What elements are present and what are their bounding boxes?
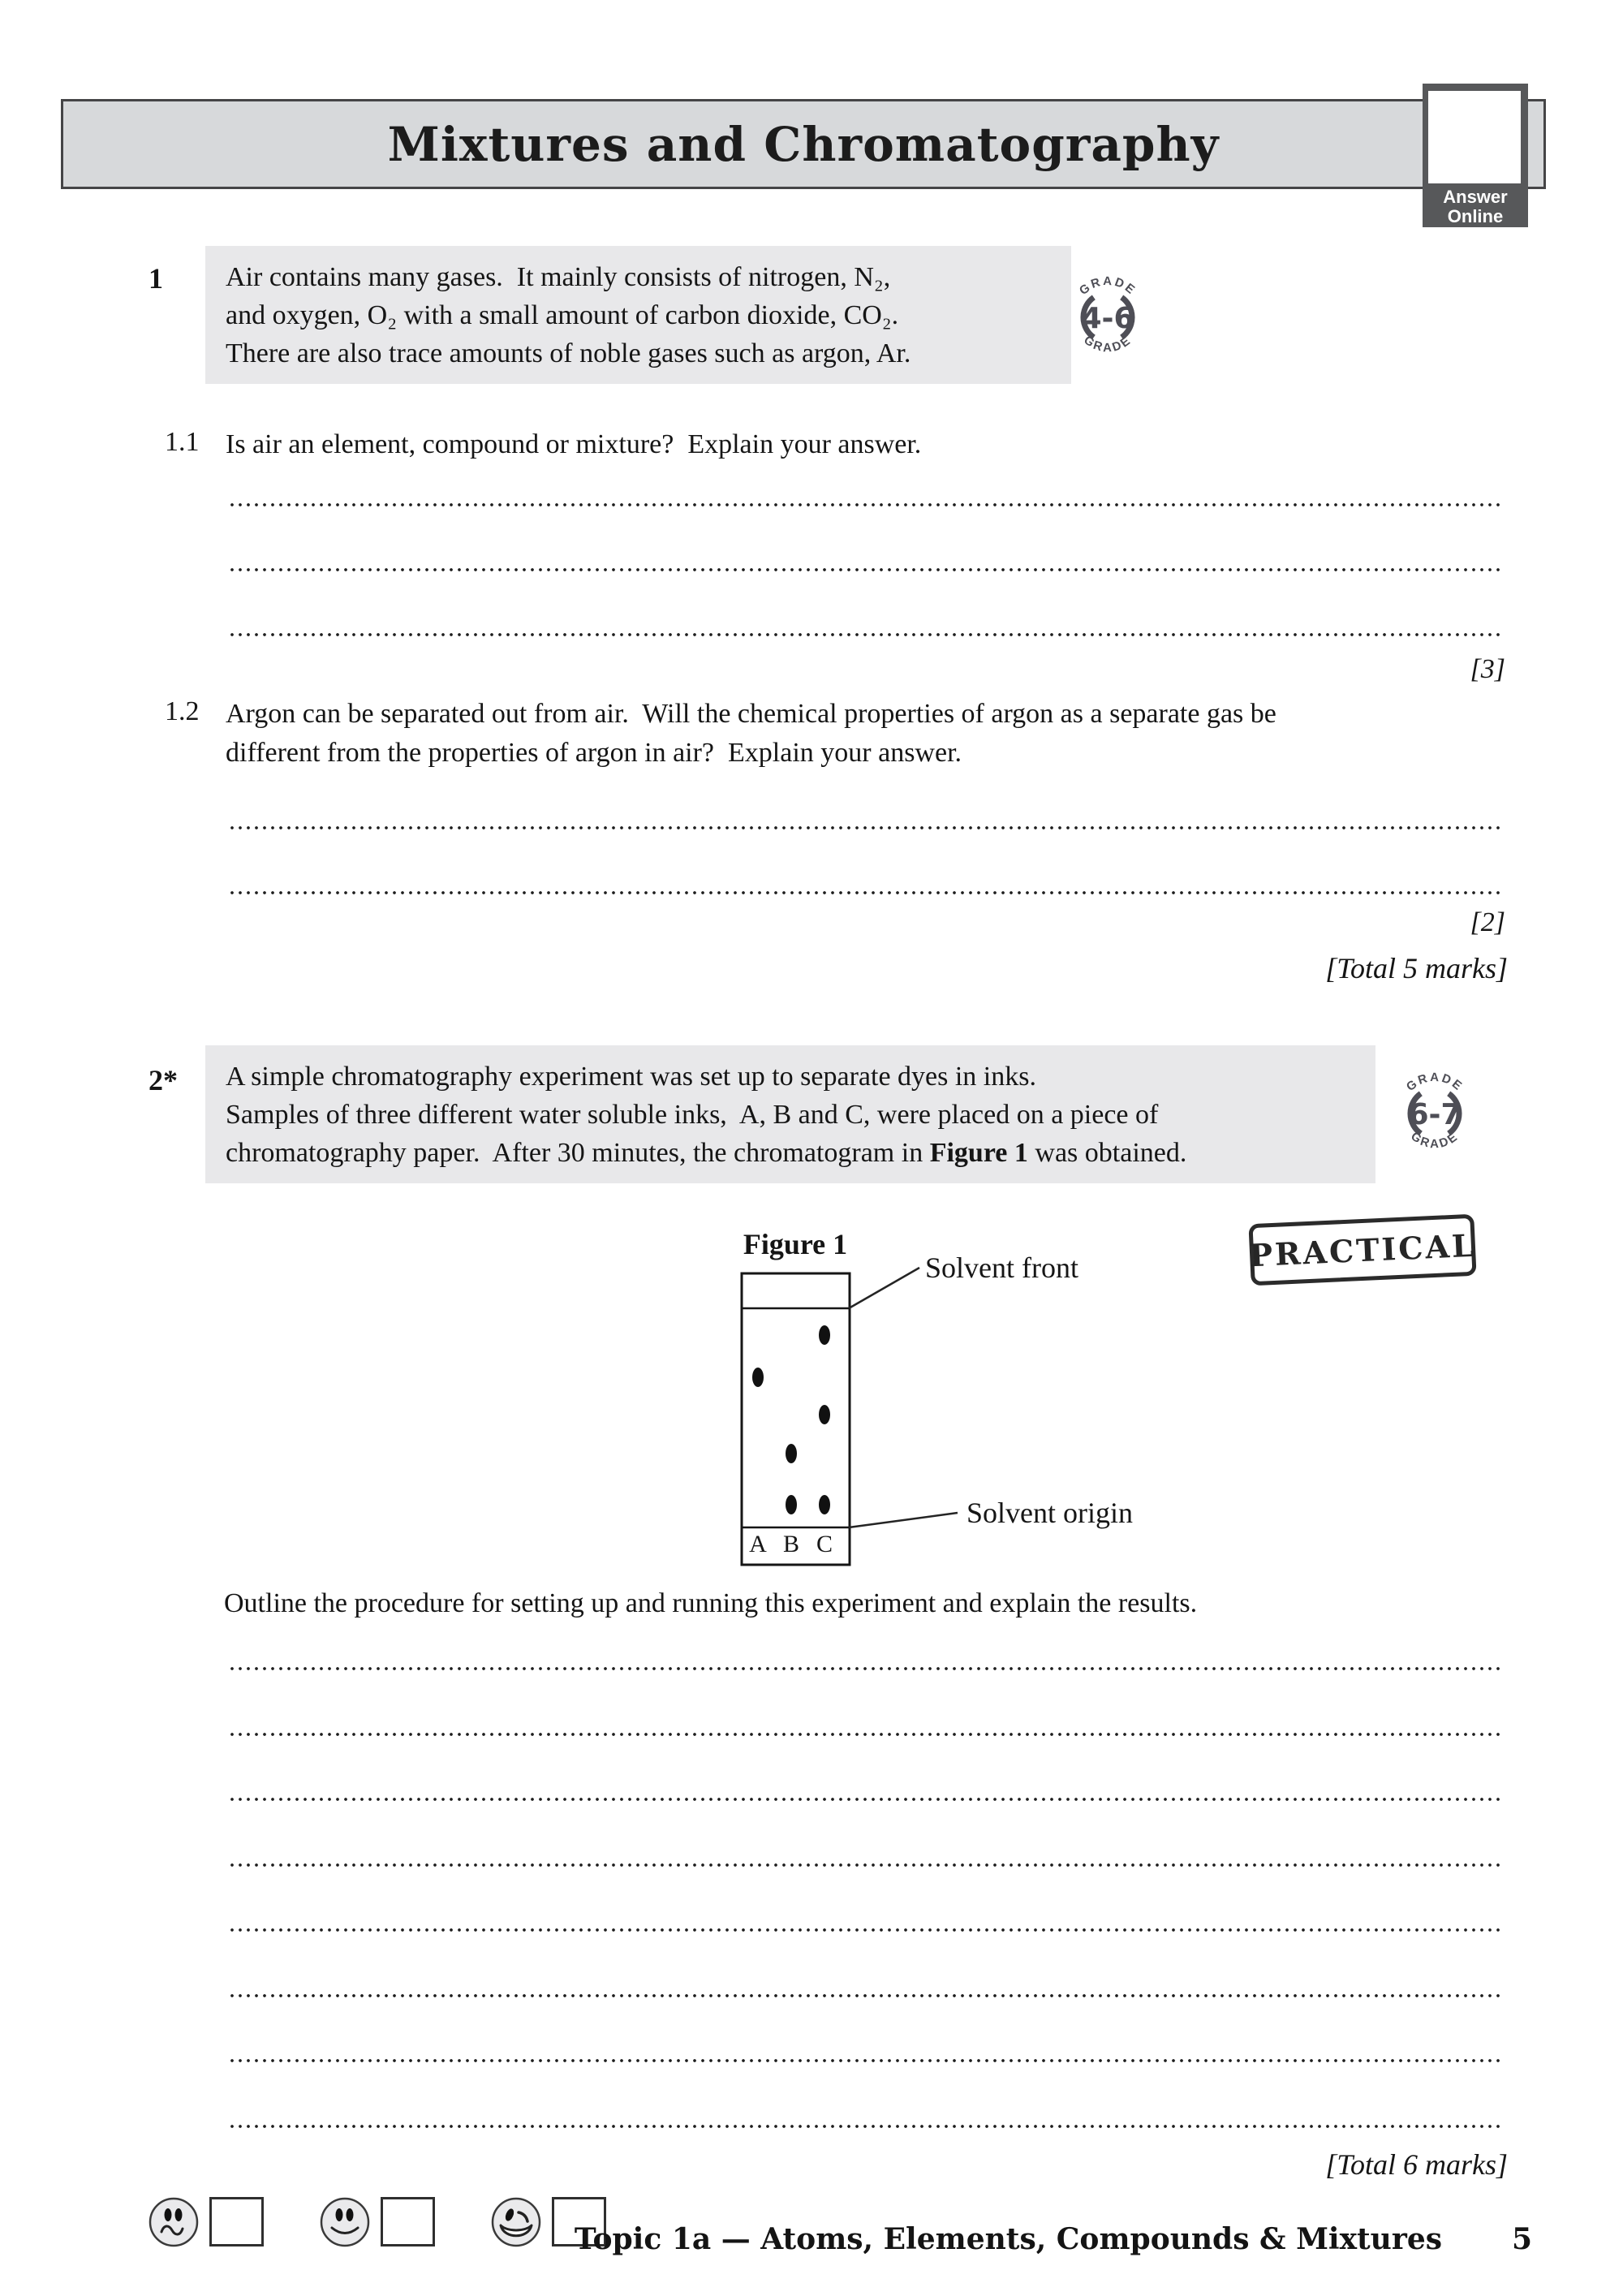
confused-checkbox[interactable]: [209, 2197, 264, 2246]
figure-1-diagram: [714, 1217, 1217, 1587]
answer-line: [230, 891, 1501, 894]
question-2-total-marks: [Total 6 marks]: [1325, 2148, 1508, 2181]
lane-label-b: B: [782, 1531, 800, 1557]
ink-spot: [786, 1444, 797, 1463]
ink-spot: [752, 1368, 764, 1387]
q2-intro-line: A simple chromatography experiment was set up to separate dyes in inks.: [226, 1062, 1036, 1092]
grade-badge-6-7: [1390, 1069, 1479, 1158]
footer-topic: Topic 1a — Atoms, Elements, Compounds & Mixtures: [574, 2222, 1442, 2256]
grade-value: 4-6: [1081, 302, 1134, 335]
grade-arc-top: GRADE: [1403, 1070, 1466, 1095]
happy-wink-face-icon: [490, 2195, 542, 2253]
answer-line: [230, 503, 1501, 506]
solvent-origin-label: Solvent origin: [966, 1497, 1133, 1529]
part-1-1-text: Is air an element, compound or mixture? Explain your answer.: [226, 429, 922, 459]
part-1-1-marks: [3]: [1470, 654, 1505, 684]
q2-intro-line: chromatography paper. After 30 minutes, the chromatogram in Figure 1 was obtained.: [226, 1138, 1187, 1168]
lane-label-c: C: [816, 1531, 833, 1557]
part-1-1-number: 1.1: [165, 427, 200, 457]
qr-code-placeholder: [1428, 91, 1521, 183]
grade-badge-4-6: [1063, 273, 1152, 362]
ink-spot: [819, 1325, 830, 1345]
solvent-front-label: Solvent front: [925, 1251, 1078, 1284]
solvent-origin-leader: [849, 1513, 958, 1527]
title-banner: [61, 99, 1546, 189]
q1-intro-line: and oxygen, O₂ with a small amount of carbon dioxide, CO₂.: [226, 300, 899, 330]
page-title: Mixtures and Chromatography: [387, 116, 1220, 172]
part-1-2-text: Argon can be separated out from air. Will the chemical properties of argon as a separate gas be different from the properties of argon in air? Explain your answer.: [226, 699, 1276, 768]
footer-page-number: 5: [1511, 2222, 1532, 2256]
neutral-smile-face-icon: [319, 2195, 371, 2253]
answer-line: [230, 568, 1501, 571]
ink-spot: [786, 1495, 797, 1514]
question-1-number: 1: [149, 262, 163, 295]
svg-text:GRADE: [1077, 274, 1139, 298]
svg-text:GRADE: [1404, 1070, 1466, 1094]
part-1-2-number: 1.2: [165, 696, 200, 726]
answer-line: [230, 2125, 1501, 2128]
grade-arc-bottom: GRADE: [1081, 333, 1134, 355]
neutral-checkbox[interactable]: [381, 2197, 435, 2246]
answer-line: [230, 2059, 1501, 2062]
chromatography-paper: [742, 1273, 850, 1565]
part-1-2-marks: [2]: [1470, 907, 1505, 937]
ink-spot: [819, 1495, 830, 1514]
figure-reference: Figure 1: [929, 1138, 1028, 1168]
q1-intro-line: There are also trace amounts of noble gases such as argon, Ar.: [226, 338, 911, 368]
practical-stamp-label: PRACTICAL: [1248, 1226, 1477, 1273]
question-2-prompt: Outline the procedure for setting up and running this experiment and explain the results.: [224, 1588, 1198, 1618]
answer-line: [230, 1863, 1501, 1867]
answer-online-label: Answer Online: [1443, 187, 1508, 226]
figure-1-title: Figure 1: [743, 1228, 848, 1260]
answer-line: [230, 1994, 1501, 1997]
question-2-intro-box: [205, 1045, 1375, 1183]
grade-value: 6-7: [1408, 1098, 1462, 1131]
grade-arc-bottom: GRADE: [1408, 1129, 1462, 1152]
practical-stamp: [1248, 1214, 1476, 1286]
solvent-front-leader: [849, 1268, 919, 1308]
answer-line: [230, 1798, 1501, 1801]
answer-line: [230, 1733, 1501, 1736]
q2-intro-line: Samples of three different water soluble inks, A, B and C, were placed on a piece of: [226, 1100, 1159, 1130]
q1-intro-line: Air contains many gases. It mainly consists of nitrogen, N₂,: [226, 262, 891, 292]
grade-arc-top: GRADE: [1076, 274, 1139, 299]
answer-line: [230, 633, 1501, 636]
lane-label-a: A: [749, 1531, 767, 1557]
ink-spot: [819, 1405, 830, 1424]
answer-line: [230, 1928, 1501, 1932]
answer-online-badge[interactable]: [1423, 84, 1528, 227]
question-1-total-marks: [Total 5 marks]: [1325, 952, 1508, 984]
answer-line: [230, 826, 1501, 829]
answer-line: [230, 1667, 1501, 1670]
question-1-intro-box: [205, 246, 1071, 384]
confused-face-icon: [148, 2195, 200, 2253]
question-2-number: 2*: [149, 1064, 178, 1096]
